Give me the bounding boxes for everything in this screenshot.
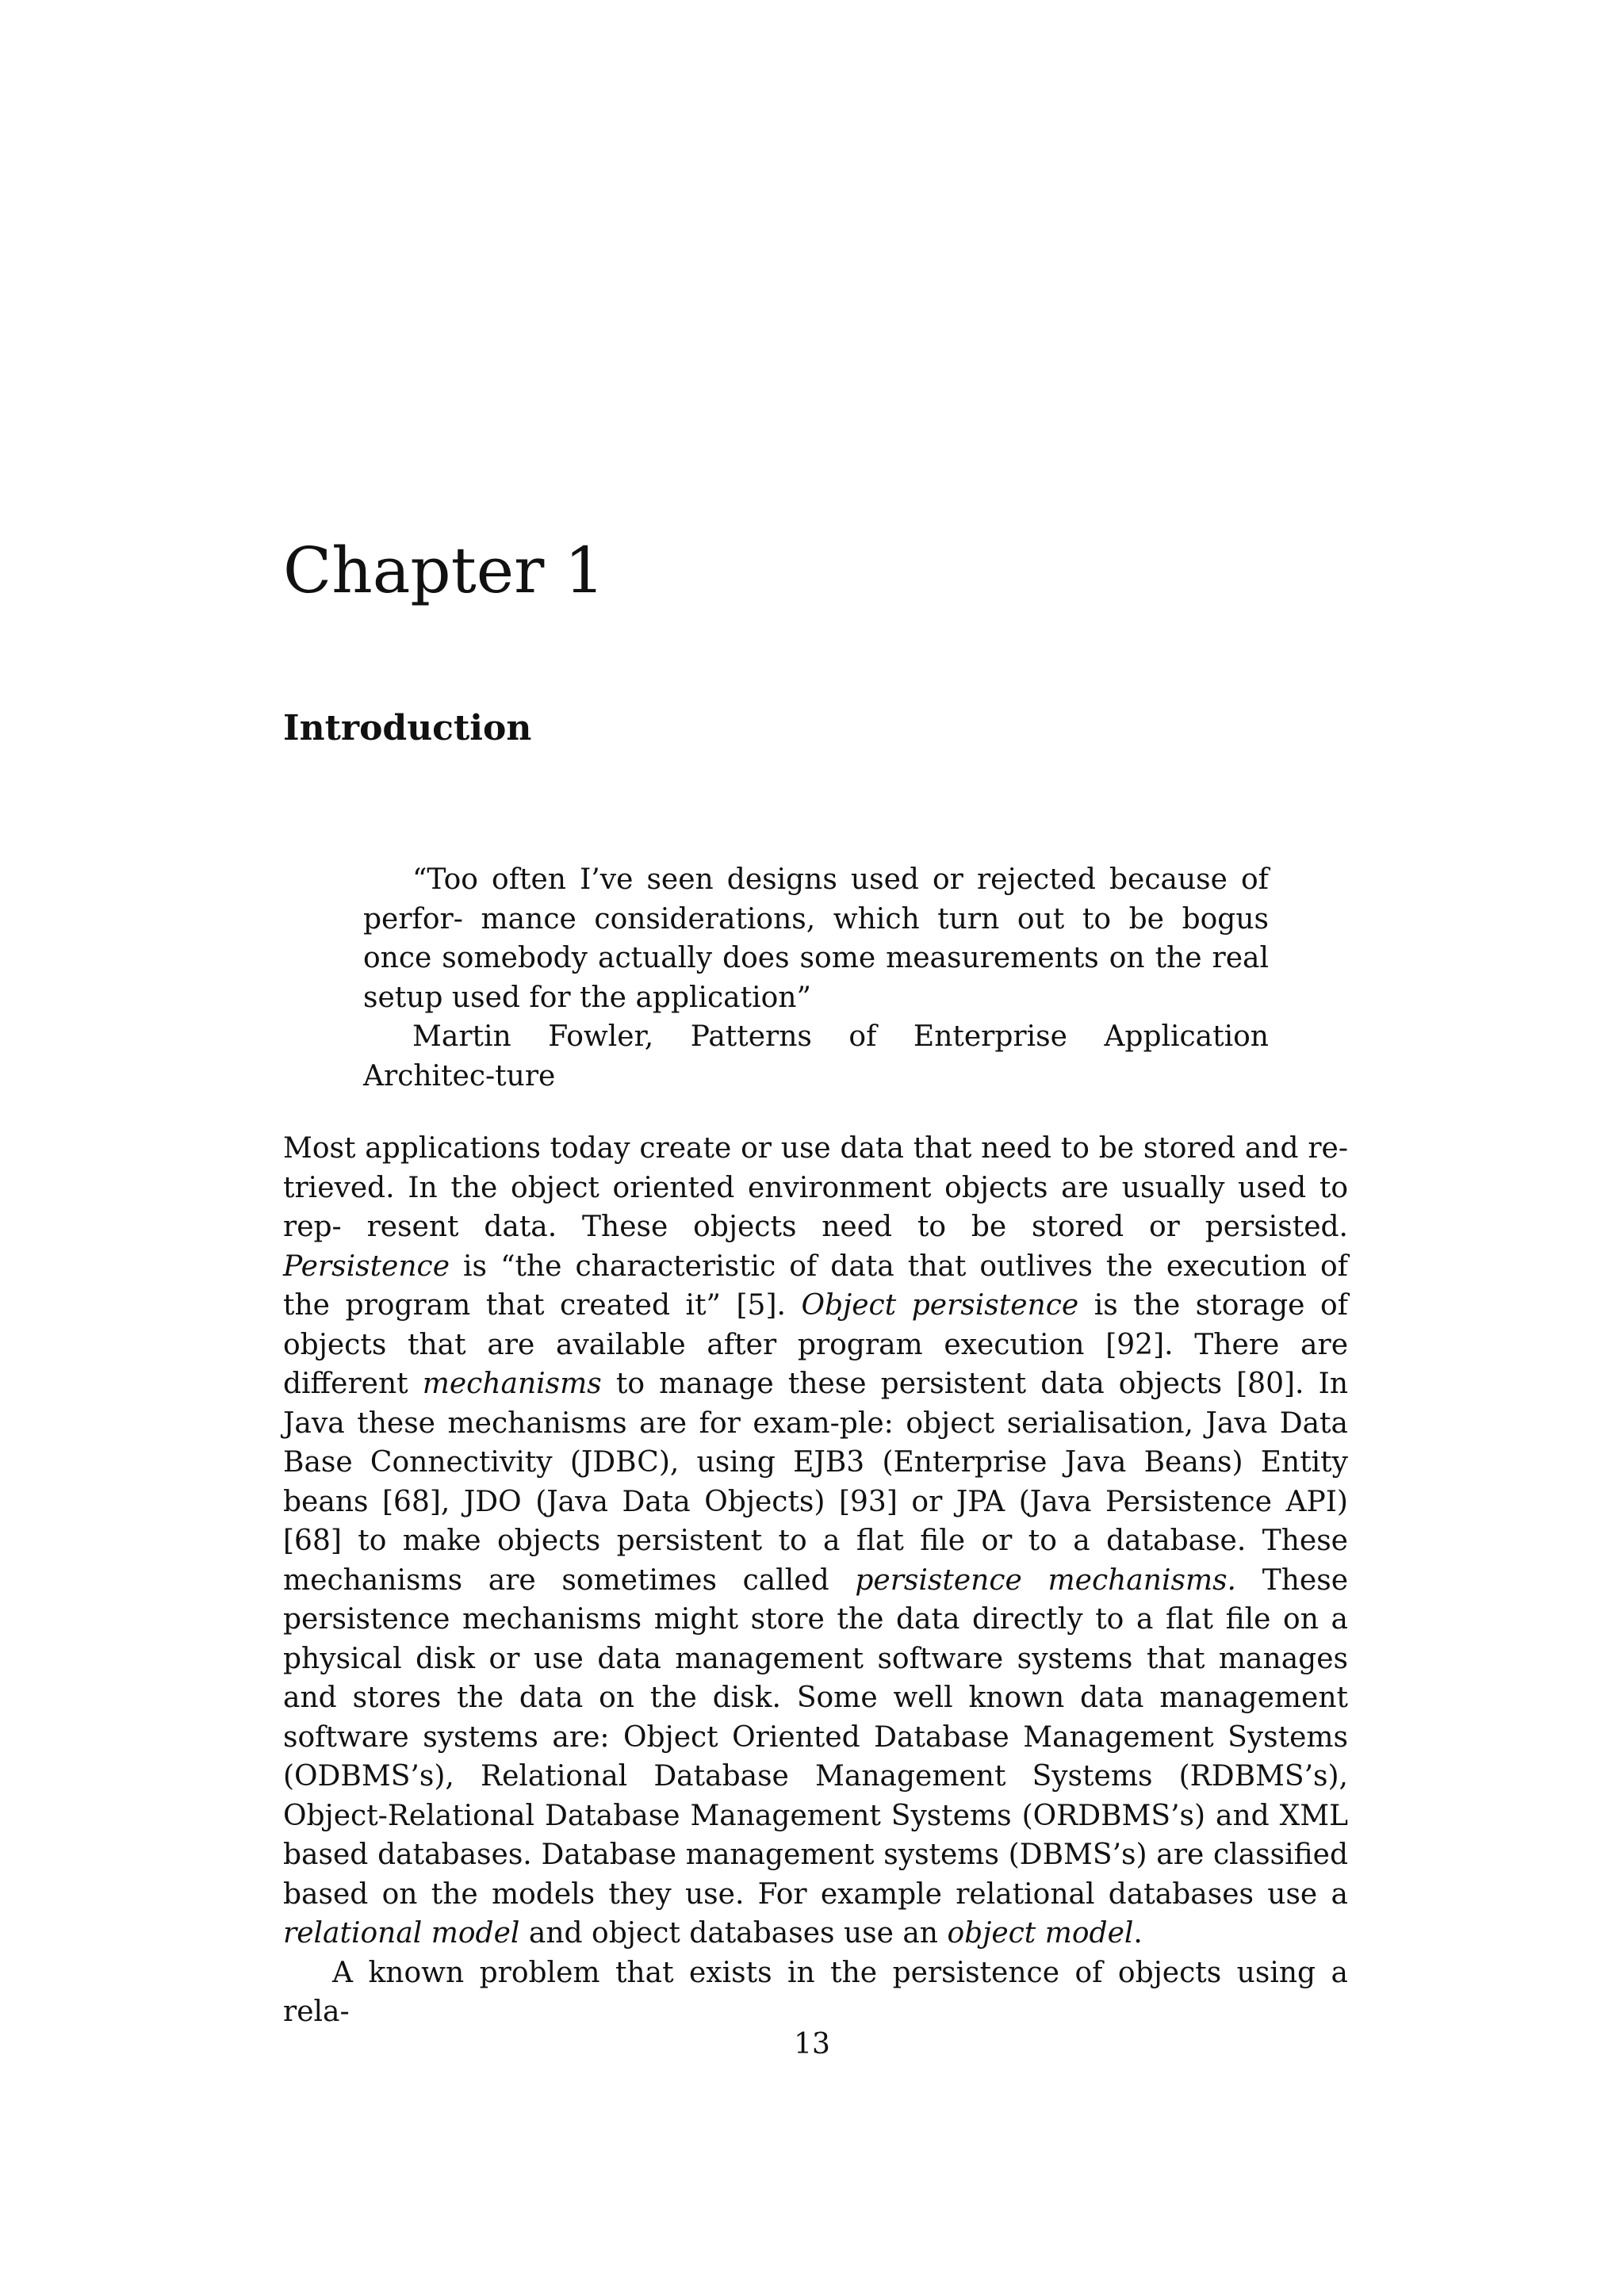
term-persistence: Persistence xyxy=(283,1249,450,1283)
term-relational-model: relational model xyxy=(283,1917,520,1950)
section-title: Introduction xyxy=(283,708,532,748)
epigraph xyxy=(363,860,1269,1096)
epigraph-quote: “Too often I’ve seen designs used or rejected because of perfor- mance considerations, which turn out to be bogus once somebody actually does some measurements on the real setup used for the application” xyxy=(363,863,1269,1014)
term-persistence-mechanisms: persistence mechanisms. xyxy=(855,1563,1236,1597)
paragraph-2: A known problem that exists in the persistence of objects using a rela- xyxy=(283,1956,1348,2028)
term-mechanisms: mechanisms xyxy=(422,1368,602,1400)
term-object-persistence: Object persistence xyxy=(801,1289,1079,1322)
term-object-model: object model xyxy=(947,1917,1134,1950)
chapter-heading: Chapter 1 xyxy=(283,534,605,607)
page-number: 13 xyxy=(794,2028,830,2061)
paragraph-1: Most applications today create or use data that need to be stored and re-trieved. In the object oriented environment objects are usually used to rep- resent data. These objects need to be stored or persisted. Persistence is “the characteristic of data that outlives the execution of the program that created it” [5]. Object persistence is the storage of objects that are available after program execution [92]. There are different mechanisms to manage these persistent data objects [80]. In Java these mechanisms are for exam-ple: object serialisation, Java Data Base Connectivity (JDBC), using EJB3 (Enterprise Java Beans) Entity beans [68], JDO (Java Data Objects) [93] or JPA (Java Persistence API) [68] to make objects persistent to a flat file or to a database. These mechanisms are sometimes called persistence mechanisms. These persistence mechanisms might store the data directly to a flat file on a physical disk or use data management software systems that manages and stores the data on the disk. Some well known data management software systems are: Object Oriented Database Management Systems (ODBMS’s), Relational Database Management Systems (RDBMS’s), Object-Relational Database Management Systems (ORDBMS’s) and XML based databases. Database management systems (DBMS’s) are classified based on the models they use. For example relational databases use a relational model and object databases use an object model. xyxy=(283,1132,1349,1950)
body-text xyxy=(283,1129,1348,2032)
epigraph-attribution: Martin Fowler, Patterns of Enterprise Application Architec-ture xyxy=(363,1020,1269,1093)
